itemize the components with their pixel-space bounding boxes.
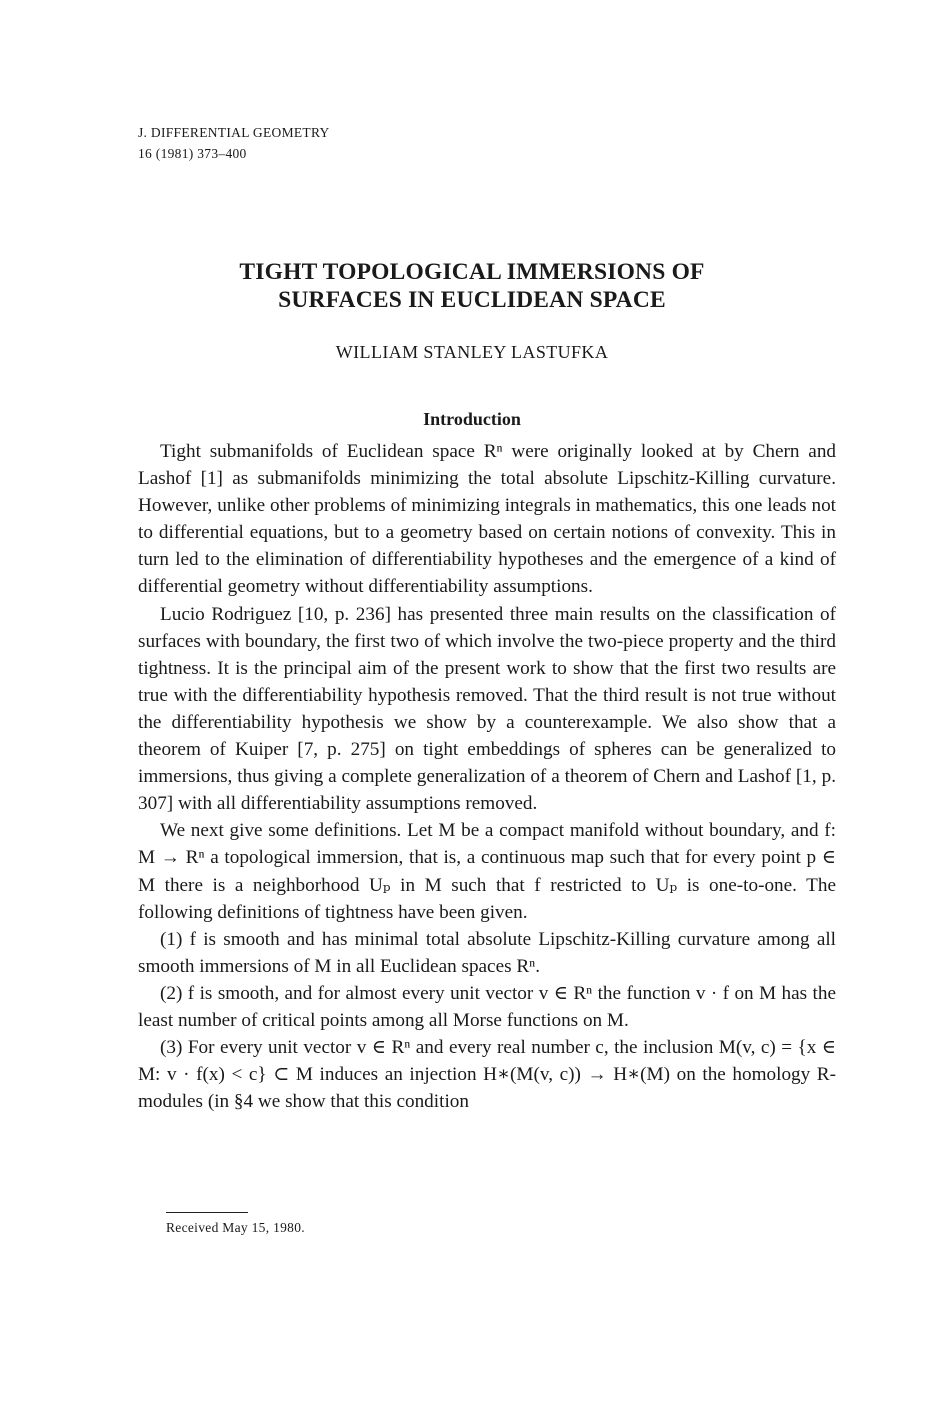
journal-name: J. DIFFERENTIAL GEOMETRY	[138, 125, 330, 140]
footnote-received: Received May 15, 1980.	[166, 1220, 305, 1235]
journal-volume: 16 (1981) 373–400	[138, 146, 247, 161]
paragraph-5: (2) f is smooth, and for almost every unit vector v ∈ Rⁿ the function v · f on M has the least number of critical points among all Morse functions on M.	[138, 982, 836, 1031]
title-line-1: TIGHT TOPOLOGICAL IMMERSIONS OF	[239, 259, 705, 285]
author-name: WILLIAM STANLEY LASTUFKA	[335, 342, 609, 362]
article-title	[0, 258, 944, 314]
paragraph-2: Lucio Rodriguez [10, p. 236] has presented three main results on the classification of surfaces with boundary, the first two of which involve the two-piece property and the third tightness. It is the principal aim of the present work to show that the first two results are true with the differentiability hypothesis removed. That the third result is not true without the differentiability hypothesis we show by a counterexample. We also show that a theorem of Kuiper [7, p. 275] on tight embeddings of spheres can be generalized to immersions, thus giving a complete generalization of a theorem of Chern and Lashof [1, p. 307] with all differentiability assumptions removed.	[138, 603, 836, 815]
body-text	[138, 438, 836, 1115]
paragraph-6: (3) For every unit vector v ∈ Rⁿ and every real number c, the inclusion M(v, c) = {x ∈ M: v · f(x) < c} ⊂ M induces an injection H∗(M(v, c)) → H∗(M) on the homology R-modules (in §4 we show that this condition	[138, 1037, 836, 1113]
footnote-rule	[166, 1212, 248, 1213]
paragraph-4: (1) f is smooth and has minimal total absolute Lipschitz-Killing curvature among all smooth immersions of M in all Euclidean spaces Rⁿ.	[138, 928, 836, 977]
title-line-2: SURFACES IN EUCLIDEAN SPACE	[278, 287, 666, 313]
paragraph-1: Tight submanifolds of Euclidean space Rⁿ were originally looked at by Chern and Lashof [1] as submanifolds minimizing the total absolute Lipschitz-Killing curvature. However, unlike other problems of minimizing integrals in mathematics, this one leads not to differential equations, but to a geometry based on certain notions of convexity. This in turn led to the elimination of differentiability hypotheses and the emergence of a kind of differential geometry without differentiability assumptions.	[138, 441, 836, 598]
section-heading: Introduction	[423, 409, 521, 429]
journal-header	[138, 122, 330, 164]
paragraph-3: We next give some definitions. Let M be a compact manifold without boundary, and f: M → Rⁿ a topological immersion, that is, a continuous map such that for every point p ∈ M there is a neighborhood Uₚ in M such that f restricted to Uₚ is one-to-one. The following definitions of tightness have been given.	[138, 820, 836, 923]
